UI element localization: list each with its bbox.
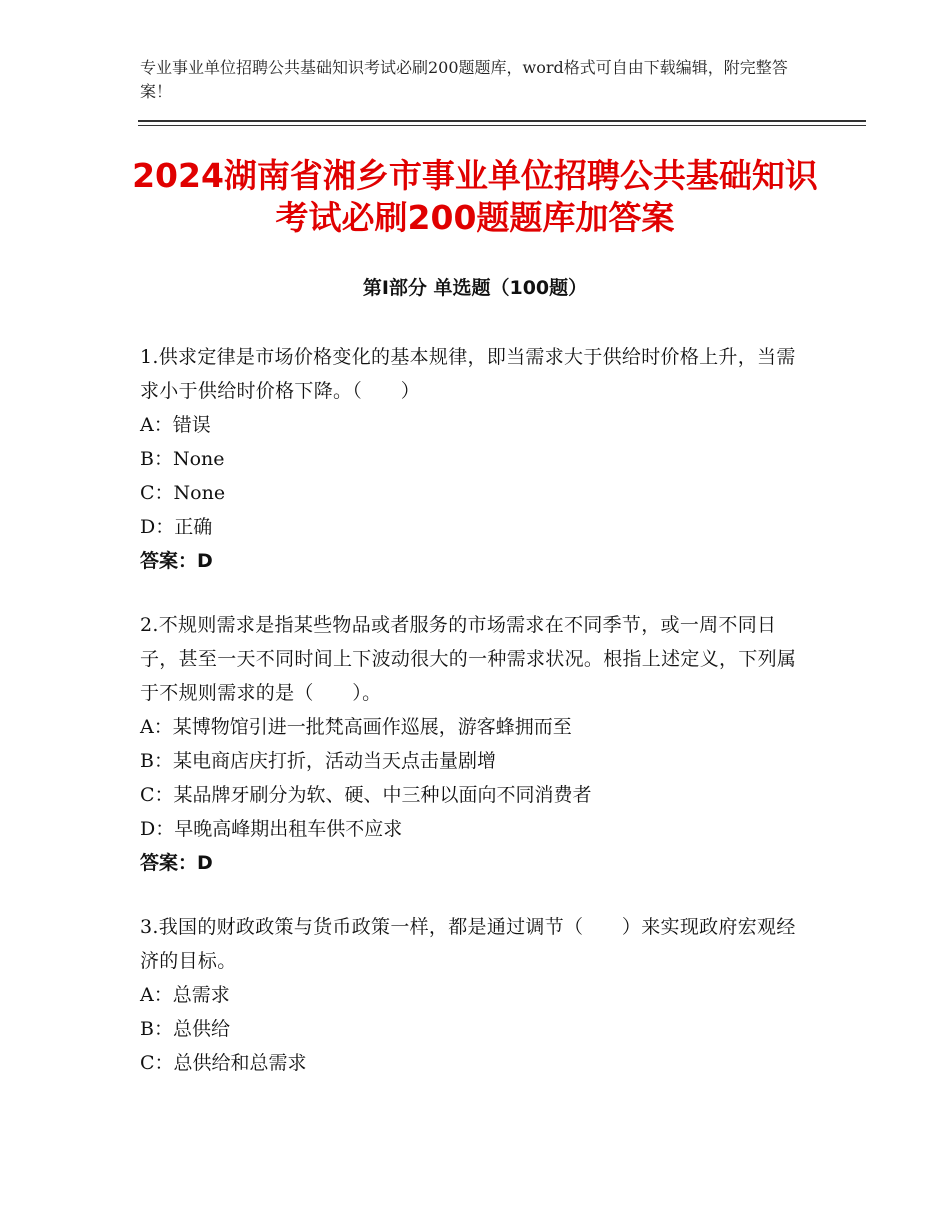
section-heading: 第Ⅰ部分 单选题（100题） bbox=[362, 277, 588, 299]
option-b: B：总供给 bbox=[140, 1018, 230, 1040]
question-3 bbox=[140, 910, 800, 1080]
question-stem: 1.供求定律是市场价格变化的基本规律，即当需求大于供给时价格上升，当需求小于供给时价格下降。（ ） bbox=[140, 346, 796, 402]
option-c: C：某品牌牙刷分为软、硬、中三种以面向不同消费者 bbox=[140, 784, 592, 806]
header-divider-thick bbox=[138, 120, 866, 122]
option-d: D：早晚高峰期出租车供不应求 bbox=[140, 818, 403, 840]
header-divider-thin bbox=[138, 125, 866, 126]
option-d: D：正确 bbox=[140, 516, 213, 538]
answer-line: 答案：D bbox=[140, 852, 213, 874]
option-b: B：某电商店庆打折，活动当天点击量剧增 bbox=[140, 750, 496, 772]
option-a: A：某博物馆引进一批梵高画作巡展，游客蜂拥而至 bbox=[140, 716, 572, 738]
option-b: B：None bbox=[140, 448, 225, 470]
question-1 bbox=[140, 340, 800, 578]
question-stem: 3.我国的财政政策与货币政策一样，都是通过调节（ ）来实现政府宏观经济的目标。 bbox=[140, 916, 796, 972]
question-2 bbox=[140, 608, 800, 880]
document-title: 2024湖南省湘乡市事业单位招聘公共基础知识考试必刷200题题库加答案 bbox=[132, 156, 818, 237]
option-c: C：总供给和总需求 bbox=[140, 1052, 307, 1074]
answer-line: 答案：D bbox=[140, 550, 213, 572]
question-stem: 2.不规则需求是指某些物品或者服务的市场需求在不同季节，或一周不同日子，甚至一天不同时间上下波动很大的一种需求状况。根指上述定义，下列属于不规则需求的是（ ）。 bbox=[140, 614, 797, 704]
option-a: A：错误 bbox=[140, 414, 211, 436]
question-list bbox=[140, 340, 800, 1110]
option-a: A：总需求 bbox=[140, 984, 230, 1006]
option-c: C：None bbox=[140, 482, 226, 504]
header-note: 专业事业单位招聘公共基础知识考试必刷200题题库，word格式可自由下载编辑，附完整答案！ bbox=[140, 58, 788, 101]
